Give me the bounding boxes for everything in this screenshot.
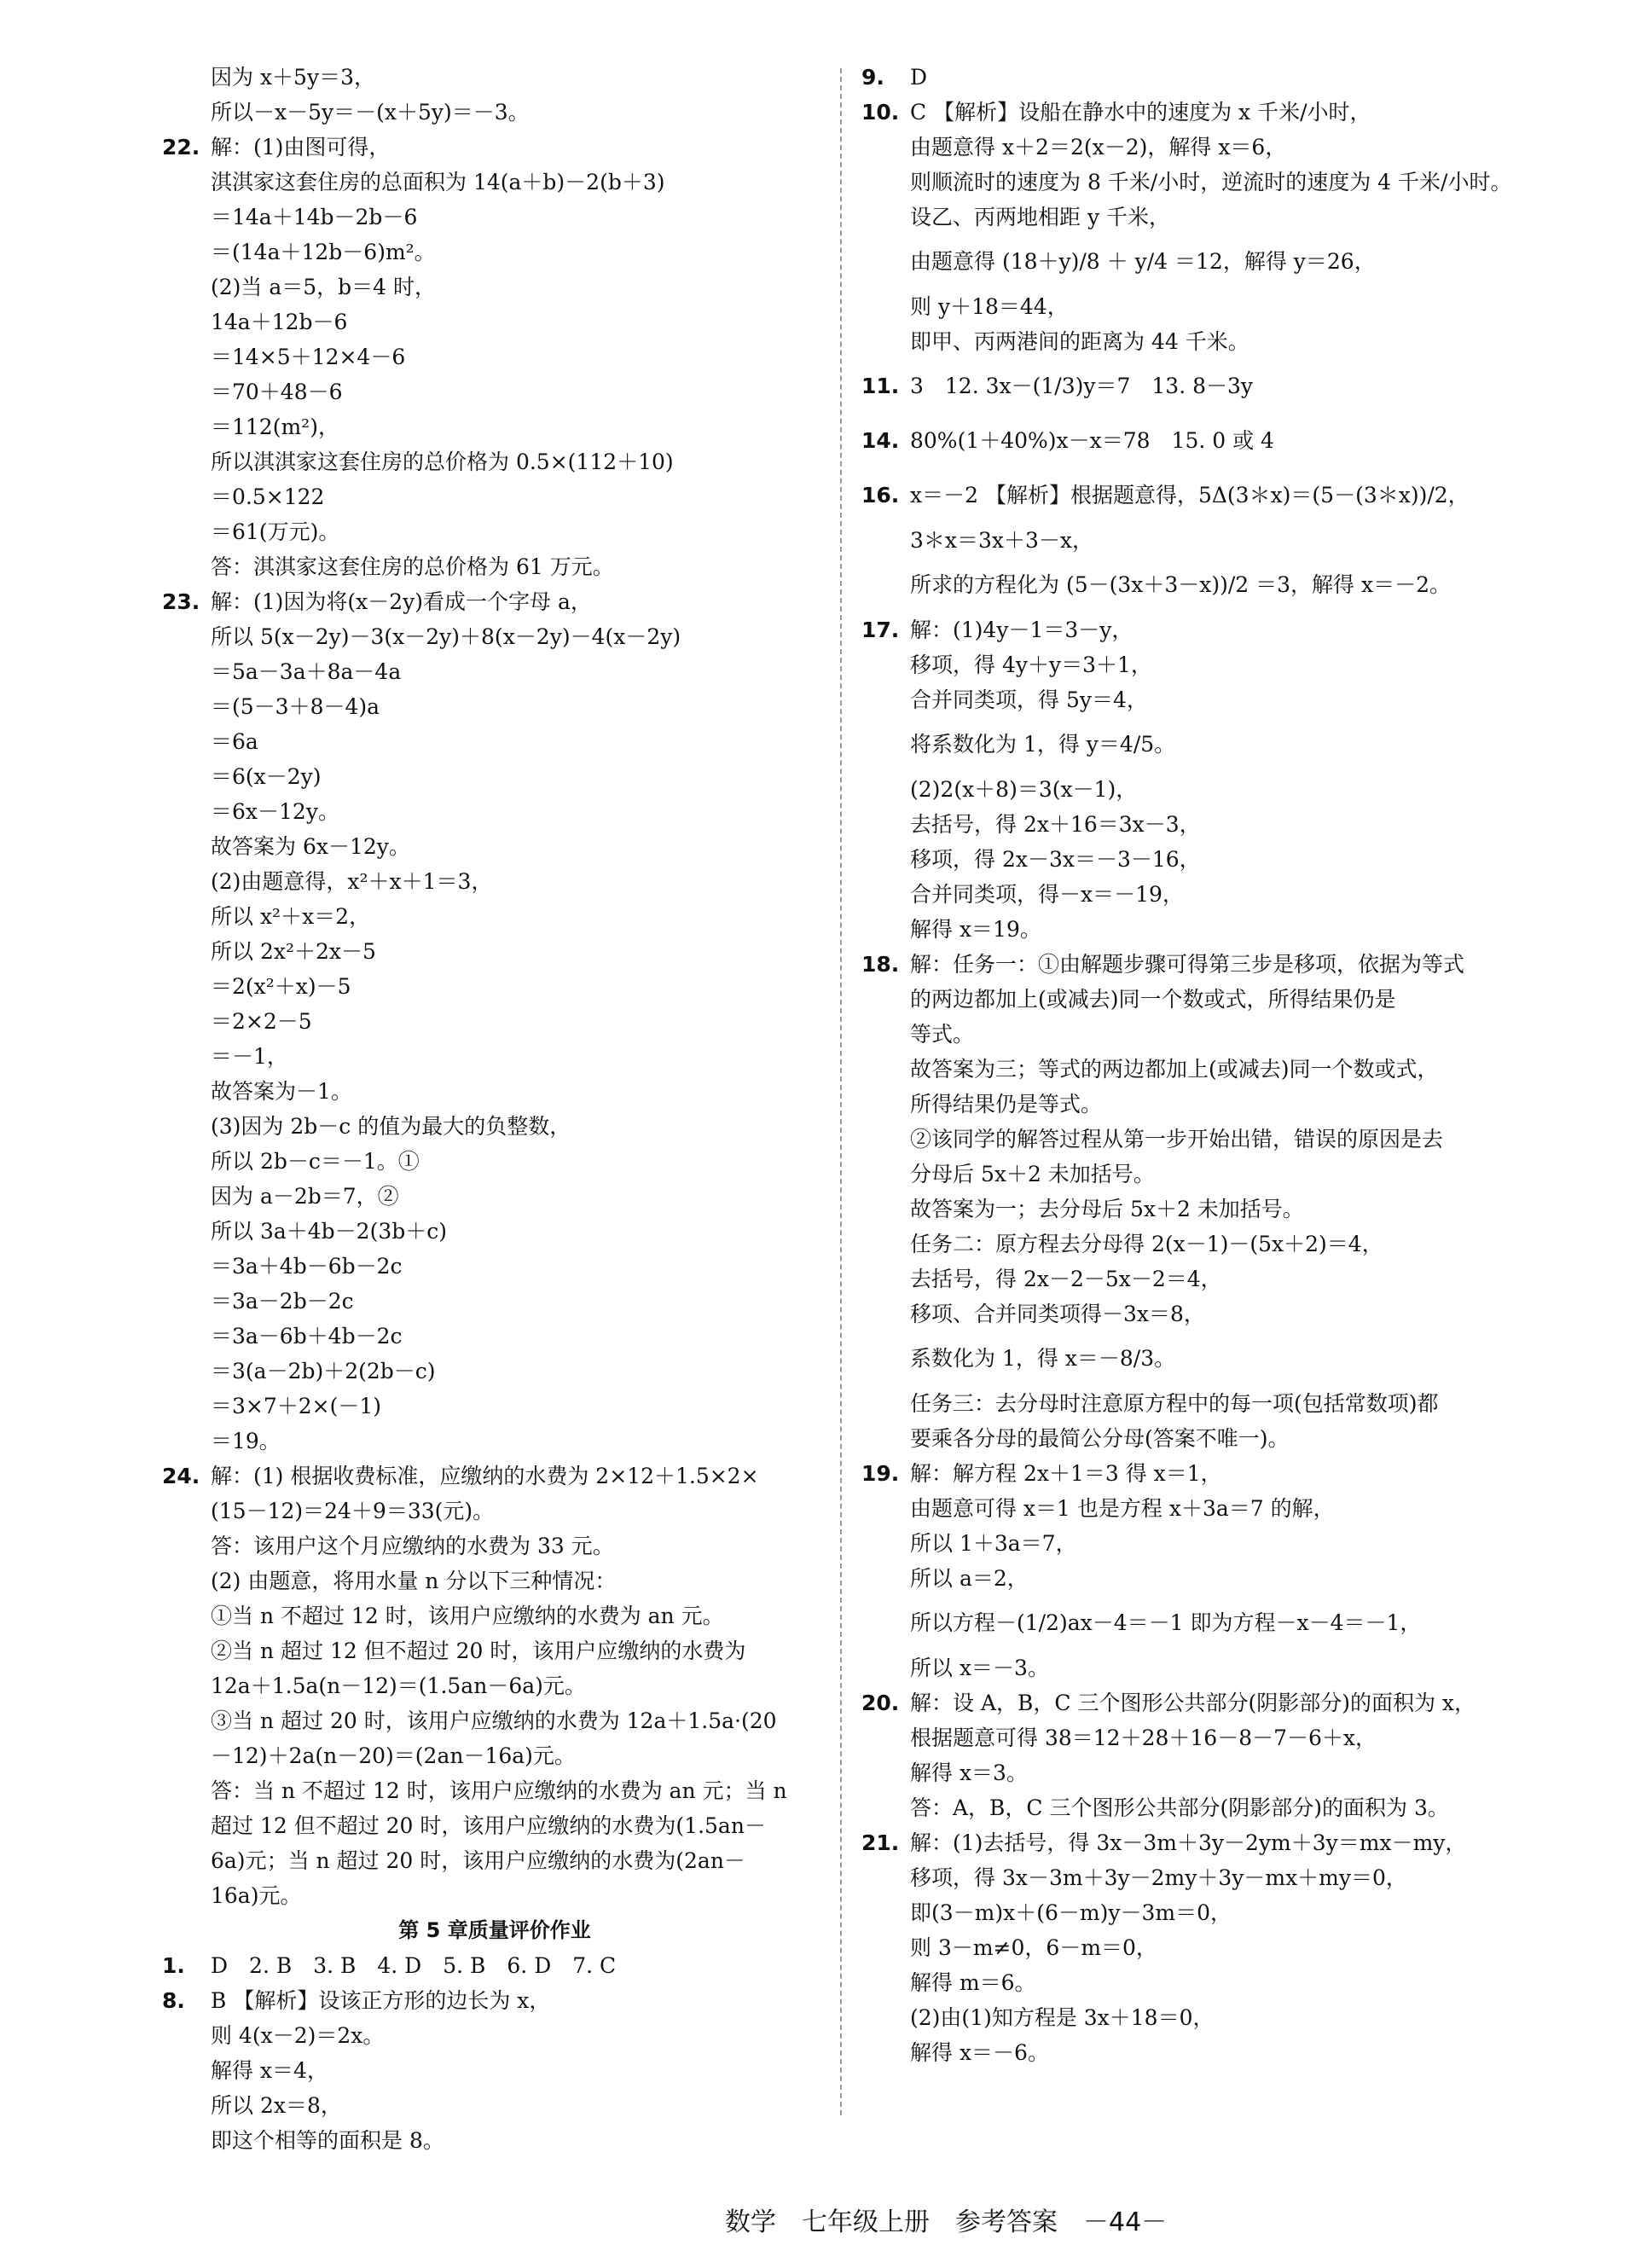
answer-line [162,1703,827,1738]
answer-line [162,95,827,130]
answer-text: 答：淇淇家这套住房的总价格为 61 万元。 [211,554,614,579]
answer-text: 答：A，B，C 三个图形公共部分(阴影部分)的面积为 3。 [910,1795,1449,1820]
answer-line [162,2018,827,2053]
question-number: 22. [162,135,200,160]
answer-text: ＝3a＋4b－6b－2c [211,1254,403,1279]
answer-text: 解：(1)因为将(x－2y)看成一个字母 a， [211,589,592,614]
answer-line [162,1039,827,1074]
answer-text: 解：(1)4y－1＝3－y， [910,618,1133,642]
answer-line [861,1860,1510,1895]
answer-text: 解：设 A，B，C 三个图形公共部分(阴影部分)的面积为 x， [910,1691,1476,1715]
answer-line [162,479,827,514]
answer-text: 所以 3a＋4b－2(3b＋c) [211,1219,447,1244]
answer-line [162,1563,827,1598]
answer-line [162,1109,827,1144]
answer-line [861,130,1510,165]
answer-line [861,912,1510,947]
answer-text: C 【解析】设船在静水中的速度为 x 千米/小时， [910,100,1371,125]
answer-line [861,289,1510,324]
answer-line [162,1948,827,1983]
answer-line [162,829,827,864]
answer-line [861,2035,1510,2070]
answer-text: 解得 x＝3。 [910,1760,1028,1785]
question-number: 16. [861,483,900,508]
answer-line [162,1424,827,1459]
answer-text: 故答案为 6x－12y。 [211,834,410,859]
column-divider [840,68,842,2115]
answer-text: ＝3a－2b－2c [211,1289,354,1314]
answer-text: ＝14×5＋12×4－6 [211,345,406,369]
question-number: 1. [162,1953,185,1978]
answer-text: B 【解析】设该正方形的边长为 x， [211,1988,551,2013]
answer-text: 合并同类项，得－x＝－19， [910,882,1184,907]
answer-line [861,414,1510,468]
answer-text: 解：(1)由图可得， [211,135,391,160]
answer-text: D [910,65,928,90]
answer-line [861,558,1510,612]
answer-line [861,1596,1510,1650]
answer-line [162,270,827,305]
answer-line [861,1087,1510,1122]
answer-line [861,359,1510,414]
answer-text: 因为 x＋5y＝3， [211,65,375,90]
answer-line [162,969,827,1004]
answer-text: 解：(1)去括号，得 3x－3m＋3y－2ym＋3y＝mx－my， [910,1830,1467,1855]
answer-line [162,339,827,374]
answer-text: 解得 x＝4， [211,2058,328,2083]
answer-line [162,584,827,619]
answer-line [162,1668,827,1703]
answer-text: 由题意得 (18＋y)/8 ＋ y/4 ＝12，解得 y＝26， [910,249,1376,274]
answer-text: 即(3－m)x＋(6－m)y－3m＝0， [910,1900,1232,1925]
answer-line [162,689,827,724]
answer-line [162,1528,827,1563]
answer-text: －12)＋2a(n－20)＝(2an－16a)元。 [211,1743,576,1768]
answer-text: 解得 x＝19。 [910,917,1041,942]
answer-text: 解：(1) 根据收费标准，应缴纳的水费为 2×12＋1.5×2× [211,1464,759,1488]
answer-text: ＝2(x²＋x)－5 [211,974,351,999]
answer-text: 6a)元；当 n 超过 20 时，该用户应缴纳的水费为(2an－ [211,1848,745,1873]
answer-line [162,1843,827,1878]
question-number: 20. [861,1691,900,1715]
answer-text: 将系数化为 1，得 y＝4/5。 [910,732,1176,757]
answer-line [861,1421,1510,1456]
answer-line [162,1633,827,1668]
answer-text: (2)当 a＝5，b＝4 时， [211,275,437,299]
answer-line [162,2123,827,2158]
answer-line [162,619,827,654]
answer-line [861,2000,1510,2035]
answer-text: 解：解方程 2x＋1＝3 得 x＝1， [910,1461,1222,1486]
answer-line [861,1526,1510,1561]
answer-line [861,1386,1510,1421]
answer-text: 答：当 n 不超过 12 时，该用户应缴纳的水费为 an 元；当 n [211,1778,787,1803]
answer-text: ＝14a＋14b－2b－6 [211,205,418,229]
answer-text: (3)因为 2b－c 的值为最大的负整数， [211,1114,571,1139]
answer-line [861,1790,1510,1825]
answer-text: 超过 12 但不超过 20 时，该用户应缴纳的水费为(1.5an－ [211,1813,766,1838]
answer-line [162,1494,827,1528]
answer-text: (2)由题意得，x²＋x＋1＝3， [211,869,493,894]
answer-text: ＝－1， [211,1044,288,1069]
answer-text: 等式。 [910,1022,975,1047]
answer-text: 答：该用户这个月应缴纳的水费为 33 元。 [211,1534,614,1558]
answer-text: 所以 x＝－3。 [910,1656,1049,1680]
answer-line [162,235,827,270]
answer-line [861,877,1510,912]
answer-line [861,682,1510,717]
answer-text: 12a＋1.5a(n－12)＝(1.5an－6a)元。 [211,1673,586,1698]
question-number: 21. [861,1830,900,1855]
answer-text: ②当 n 超过 12 但不超过 20 时，该用户应缴纳的水费为 [211,1639,746,1663]
answer-text: 所以 x²＋x＝2， [211,904,371,929]
answer-line [162,1004,827,1039]
answer-text: 淇淇家这套住房的总面积为 14(a＋b)－2(b＋3) [211,170,665,194]
answer-text: ＝3a－6b＋4b－2c [211,1324,403,1349]
answer-line [861,523,1510,558]
answer-text: 任务三：去分母时注意原方程中的每一项(包括常数项)都 [910,1391,1439,1416]
answer-text: ＝6(x－2y) [211,764,322,789]
answer-text: 则 4(x－2)＝2x。 [211,2023,385,2048]
question-number: 14. [861,428,900,453]
question-number: 19. [861,1461,900,1486]
answer-text: ＝(14a＋12b－6)m²。 [211,240,436,264]
answer-text: (2)由(1)知方程是 3x＋18＝0， [910,2005,1215,2030]
answer-line [162,1214,827,1249]
answer-text: ＝3×7＋2×(－1) [211,1394,382,1418]
answer-line [162,1249,827,1284]
answer-text: 故答案为－1。 [211,1079,352,1104]
answer-text: 移项，得 4y＋y＝3＋1， [910,653,1152,677]
answer-line [162,1354,827,1389]
answer-text: (2)2(x＋8)＝3(x－1)， [910,777,1138,802]
answer-text: 去括号，得 2x＋16＝3x－3， [910,812,1201,837]
answer-text: ＝(5－3＋8－4)a [211,694,380,719]
answer-line [162,1144,827,1179]
answer-line [162,1808,827,1843]
answer-text: 所以 2b－c＝－1。① [211,1149,420,1174]
answer-line [162,444,827,479]
question-number: 17. [861,618,900,642]
answer-line [162,374,827,409]
answer-text: 移项、合并同类项得－3x＝8， [910,1302,1205,1326]
answer-line [162,305,827,339]
answer-text: ①当 n 不超过 12 时，该用户应缴纳的水费为 an 元。 [211,1604,724,1628]
answer-line [162,1389,827,1424]
answer-line [861,1157,1510,1192]
answer-text: 即甲、丙两港间的距离为 44 千米。 [910,329,1249,354]
answer-line [861,1825,1510,1860]
answer-line [861,165,1510,200]
answer-text: 3 12. 3x－(1/3)y＝7 13. 8－3y [910,374,1254,398]
answer-line [861,947,1510,982]
answer-line [861,1930,1510,1965]
answer-text: x＝－2 【解析】根据题意得，5Δ(3＊x)＝(5－(3＊x))/2， [910,483,1470,508]
answer-line [162,1878,827,1913]
answer-line [162,2088,827,2123]
answer-text: ＝2×2－5 [211,1009,312,1034]
answer-line [162,1598,827,1633]
answer-line [861,1720,1510,1755]
answer-text: 所以－x－5y＝－(x＋5y)＝－3。 [211,100,530,125]
answer-line [861,95,1510,130]
answer-line [162,514,827,549]
answer-text: 要乘各分母的最简公分母(答案不唯一)。 [910,1426,1290,1451]
answer-text: 所以 1＋3a＝7， [910,1531,1077,1556]
answer-line [861,1965,1510,2000]
answer-text: 14a＋12b－6 [211,310,348,334]
page-footer: 数学 七年级上册 参考答案 －44－ [725,2207,1168,2237]
answer-line [162,934,827,969]
answer-line [861,1456,1510,1491]
answer-line [861,772,1510,807]
answer-line [861,1650,1510,1685]
question-number: 11. [861,374,900,398]
answer-line [162,60,827,95]
answer-line [861,612,1510,647]
question-number: 24. [162,1464,200,1488]
answer-text: ＝19。 [211,1429,281,1453]
answer-text: 分母后 5x＋2 未加括号。 [910,1162,1155,1186]
answer-text: ③当 n 超过 20 时，该用户应缴纳的水费为 12a＋1.5a·(20 [211,1708,777,1733]
answer-line [162,794,827,829]
answer-text: ＝112(m²)， [211,415,339,439]
answer-text: 即这个相等的面积是 8。 [211,2128,444,2153]
answer-line [861,1331,1510,1386]
answer-text: 则顺流时的速度为 8 千米/小时，逆流时的速度为 4 千米/小时。 [910,170,1512,194]
answer-line [162,1074,827,1109]
answer-text: 由题意可得 x＝1 也是方程 x＋3a＝7 的解， [910,1496,1335,1521]
answer-line [861,1296,1510,1331]
answer-text: ＝0.5×122 [211,484,325,509]
answer-text: 则 3－m≠0，6－m＝0， [910,1935,1157,1960]
answer-text: 所以 2x＝8， [211,2093,342,2118]
answer-line [861,1895,1510,1930]
answer-text: ＝6x－12y。 [211,799,339,824]
answer-line [162,130,827,165]
answer-line [861,647,1510,682]
answer-text: 的两边都加上(或减去)同一个数或式，所得结果仍是 [910,987,1396,1012]
answer-line [861,1052,1510,1087]
answer-text: 所求的方程化为 (5－(3x＋3－x))/2 ＝3，解得 x＝－2。 [910,572,1452,597]
answer-text: 所以方程－(1/2)ax－4＝－1 即为方程－x－4＝－1， [910,1610,1422,1635]
answer-text: 所以淇淇家这套住房的总价格为 0.5×(112＋10) [211,450,674,474]
answer-text: 故答案为一；去分母后 5x＋2 未加括号。 [910,1197,1304,1221]
answer-line [861,200,1510,235]
answer-line [162,654,827,689]
answer-text: (2) 由题意，将用水量 n 分以下三种情况： [211,1569,617,1593]
question-number: 23. [162,589,200,614]
answer-text: ②该同学的解答过程从第一步开始出错，错误的原因是去 [910,1127,1444,1151]
answer-text: ＝5a－3a＋8a－4a [211,659,402,684]
answer-text: 所以 5(x－2y)－3(x－2y)＋8(x－2y)－4(x－2y) [211,624,681,649]
question-number: 9. [861,65,884,90]
answer-text: 系数化为 1，得 x＝－8/3。 [910,1346,1176,1371]
answer-text: 由题意得 x＋2＝2(x－2)，解得 x＝6， [910,135,1287,160]
answer-text: 合并同类项，得 5y＝4， [910,687,1148,712]
answer-line [861,1122,1510,1157]
answer-text: 移项，得 3x－3m＋3y－2my＋3y－mx＋my＝0， [910,1865,1407,1890]
answer-text: 任务二：原方程去分母得 2(x－1)－(5x＋2)＝4， [910,1232,1383,1256]
answer-line [861,717,1510,772]
answer-line [861,235,1510,289]
answer-line [162,549,827,584]
answer-line [861,807,1510,842]
answer-text: (15－12)＝24＋9＝33(元)。 [211,1499,495,1523]
answer-text: ＝3(a－2b)＋2(2b－c) [211,1359,436,1383]
answer-line [861,1227,1510,1262]
answer-line [162,1738,827,1773]
question-number: 8. [162,1988,185,2013]
question-number: 10. [861,100,900,125]
answer-line [861,982,1510,1017]
left-column [162,60,827,2158]
answer-line [162,409,827,444]
answer-line [861,1491,1510,1526]
answer-text: 解：任务一：①由解题步骤可得第三步是移项，依据为等式 [910,952,1465,977]
answer-line [861,1017,1510,1052]
answer-line [861,468,1510,523]
answer-line [162,899,827,934]
answer-text: 解得 x＝－6。 [910,2040,1049,2065]
answer-text: 解得 m＝6。 [910,1970,1036,1995]
answer-line [861,60,1510,95]
answer-text: 因为 a－2b＝7，② [211,1184,399,1209]
answer-line [162,200,827,235]
question-number: 18. [861,952,900,977]
answer-line [861,1561,1510,1596]
right-column [861,60,1510,2070]
answer-line [162,1983,827,2018]
answer-text: ＝6a [211,729,258,754]
answer-text: 则 y＋18＝44， [910,294,1069,319]
answer-text: 80%(1＋40%)x－x＝78 15. 0 或 4 [910,428,1274,453]
answer-line [861,324,1510,359]
answer-text: 去括号，得 2x－2－5x－2＝4， [910,1267,1222,1291]
answer-text: 故答案为三；等式的两边都加上(或减去)同一个数或式， [910,1057,1439,1082]
answer-line [162,165,827,200]
answer-text: 所以 a＝2， [910,1566,1029,1591]
answer-line [861,1192,1510,1227]
answer-text: 所得结果仍是等式。 [910,1092,1103,1117]
answer-line [162,1284,827,1319]
answer-line [162,759,827,794]
answer-text: D 2. B 3. B 4. D 5. B 6. D 7. C [211,1953,617,1978]
answer-line [162,1319,827,1354]
answer-line [162,1459,827,1494]
answer-text: 根据题意可得 38＝12＋28＋16－8－7－6＋x， [910,1726,1377,1750]
answer-line [162,1773,827,1808]
chapter-title: 第 5 章质量评价作业 [398,1918,591,1942]
answer-text: 所以 2x²＋2x－5 [211,939,376,964]
answer-line [162,864,827,899]
answer-line [162,2053,827,2088]
answer-line [861,1685,1510,1720]
answer-line [162,1179,827,1214]
answer-line [861,842,1510,877]
answer-text: ＝61(万元)。 [211,519,340,544]
answer-text: 16a)元。 [211,1883,302,1908]
answer-text: 3＊x＝3x＋3－x， [910,528,1094,553]
answer-text: 设乙、丙两地相距 y 千米， [910,205,1171,229]
answer-line [861,1755,1510,1790]
answer-text: 移项，得 2x－3x＝－3－16， [910,847,1201,872]
answer-line [861,1262,1510,1296]
answer-text: ＝70＋48－6 [211,380,343,404]
answer-line [162,724,827,759]
